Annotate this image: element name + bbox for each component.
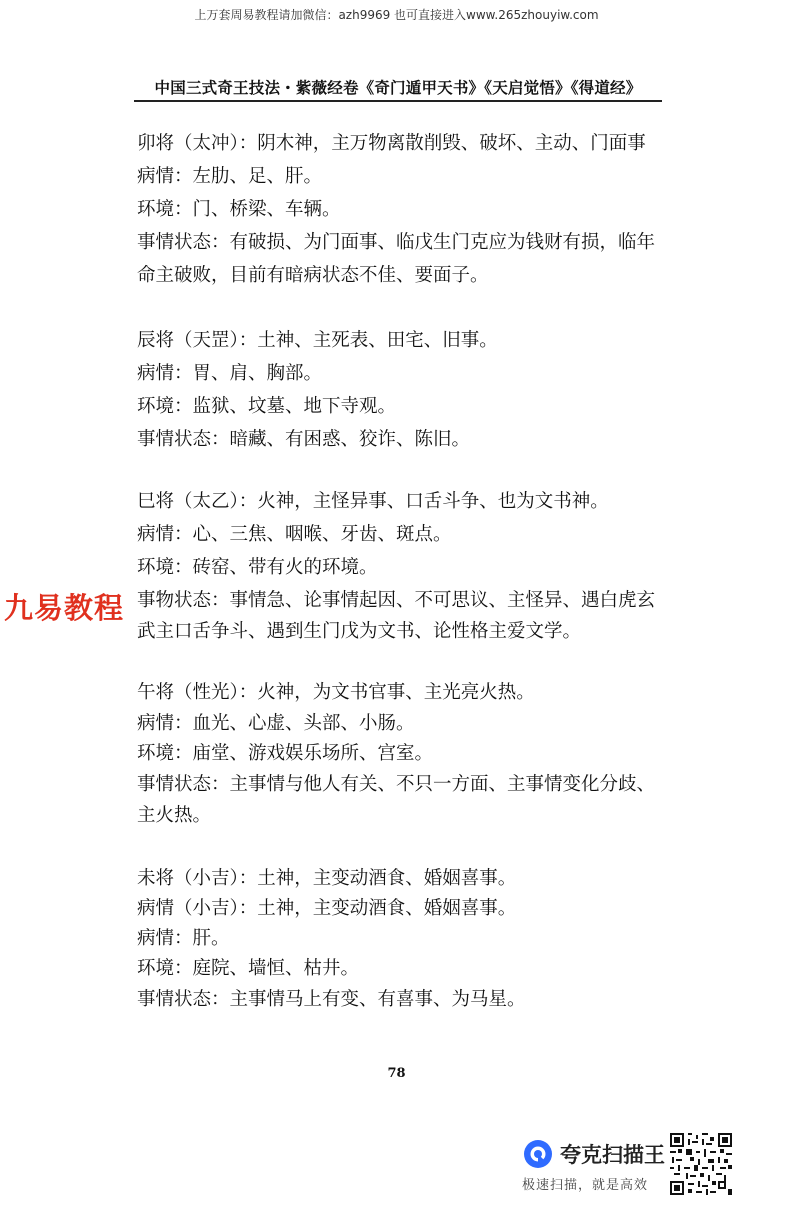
text-line: 未将（小吉）：土神，主变动酒食、婚姻喜事。 — [137, 868, 517, 889]
text-line: 主火热。 — [137, 805, 212, 826]
text-line: 环境：监狱、坟墓、地下寺观。 — [137, 396, 397, 417]
text-line: 环境：庙堂、游戏娱乐场所、宫室。 — [137, 743, 434, 764]
scanner-brand — [522, 1136, 672, 1196]
page-number: 78 — [387, 1066, 406, 1081]
text-line: 事物状态：事情急、论事情起因、不可思议、主怪异、遇白虎玄 — [137, 590, 656, 611]
text-line: 病情：肝。 — [137, 928, 230, 949]
text-line: 事情状态：暗藏、有困惑、狡诈、陈旧。 — [137, 429, 471, 450]
text-line: 环境：砖窑、带有火的环境。 — [137, 557, 378, 578]
text-line: 卯将（太冲）：阴木神，主万物离散削毁、破坏、主动、门面事 — [137, 133, 646, 154]
text-line: 辰将（天罡）：土神、主死表、田宅、旧事。 — [137, 330, 498, 351]
text-line: 环境：门、桥梁、车辆。 — [137, 199, 341, 220]
qr-code-icon — [670, 1133, 732, 1195]
text-line: 病情：左肋、足、肝。 — [137, 166, 323, 187]
text-line: 病情（小吉）：土神，主变动酒食、婚姻喜事。 — [137, 898, 517, 919]
top-note: 上万套周易教程请加微信：azh9969 也可直接进入www.265zhouyiw.com — [194, 8, 599, 22]
text-line: 命主破败，目前有暗病状态不佳、要面子。 — [137, 265, 489, 286]
brand-slogan: 极速扫描，就是高效 — [522, 1178, 649, 1193]
text-line: 病情：胃、肩、胸部。 — [137, 363, 323, 384]
text-line: 事情状态：主事情马上有变、有喜事、为马星。 — [137, 989, 526, 1010]
quark-logo-icon — [522, 1138, 554, 1170]
text-line: 病情：心、三焦、咽喉、牙齿、斑点。 — [137, 524, 452, 545]
watermark: 九易教程 — [4, 591, 125, 625]
header-rule — [134, 100, 662, 102]
text-line: 事情状态：有破损、为门面事、临戊生门克应为钱财有损，临年 — [137, 232, 656, 253]
text-line: 午将（性光）：火神，为文书官事、主光亮火热。 — [137, 682, 535, 703]
text-line: 事情状态：主事情与他人有关、不只一方面、主事情变化分歧、 — [137, 774, 656, 795]
text-line: 武主口舌争斗、遇到生门戊为文书、论性格主爱文学。 — [137, 621, 582, 642]
text-line: 病情：血光、心虚、头部、小肠。 — [137, 713, 415, 734]
text-line: 环境：庭院、墙恒、枯井。 — [137, 958, 360, 979]
text-line: 巳将（太乙）：火神，主怪异事、口舌斗争、也为文书神。 — [137, 491, 609, 512]
page-header: 中国三式奇王技法・紫薇经卷《奇门遁甲天书》《天启觉悟》《得道经》 — [154, 78, 642, 97]
brand-name: 夸克扫描王 — [560, 1143, 665, 1167]
